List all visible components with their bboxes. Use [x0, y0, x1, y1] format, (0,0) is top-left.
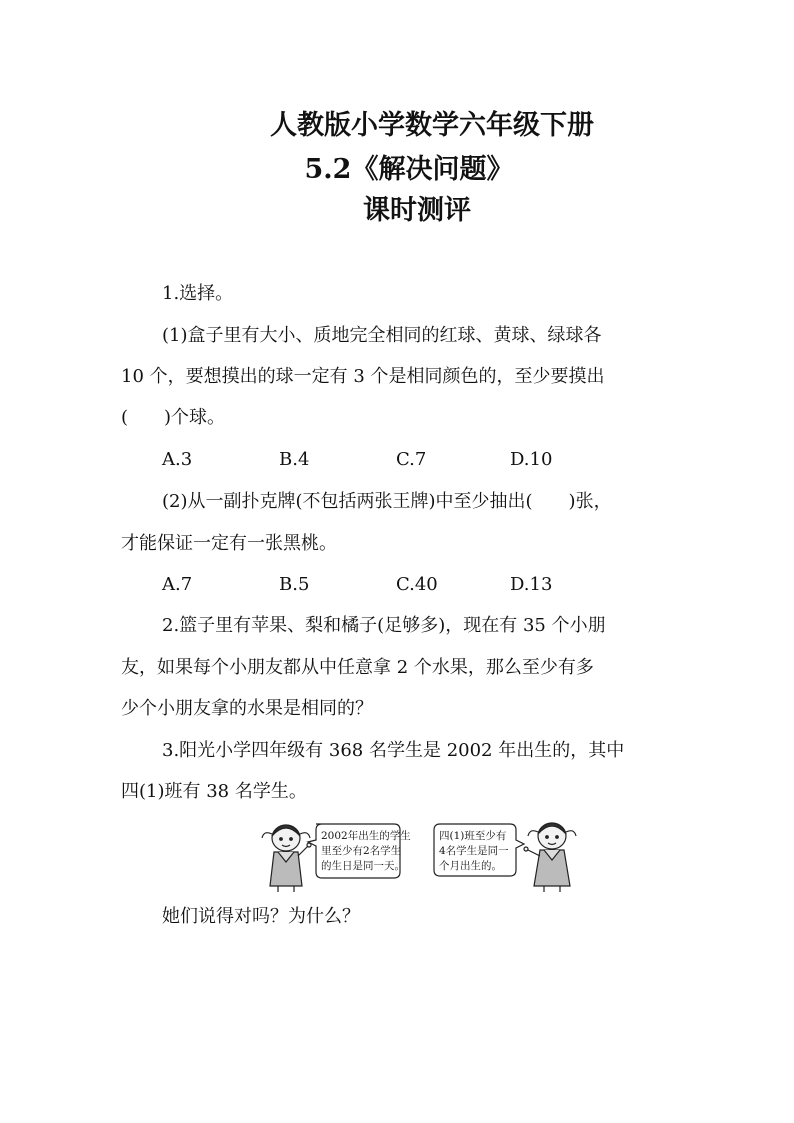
- q1-heading: 1.选择。: [162, 283, 234, 304]
- q3-line2: 四(1)班有 38 名学生。: [121, 781, 307, 802]
- bubble-right-line1: 四(1)班至少有: [439, 830, 507, 842]
- page-title-line2: 5.2《解决问题》: [304, 154, 514, 185]
- q1-sub1-option-d: D.10: [510, 449, 553, 470]
- bubble-right-line2: 4名学生是同一: [439, 845, 509, 857]
- q2-line2: 友，如果每个小朋友都从中任意拿 2 个水果，那么至少有多: [121, 657, 594, 678]
- q3-line1: 3.阳光小学四年级有 368 名学生是 2002 年出生的，其中: [162, 740, 625, 761]
- q1-sub2-option-b: B.5: [279, 574, 310, 595]
- page-title-line3: 课时测评: [363, 195, 471, 226]
- q1-sub1-line3: ( )个球。: [121, 407, 226, 428]
- bubble-left-line2: 里至少有2名学生: [321, 845, 402, 857]
- q1-sub2-option-a: A.7: [162, 574, 193, 595]
- q1-sub1-line1: (1)盒子里有大小、质地完全相同的红球、黄球、绿球各: [162, 325, 602, 346]
- q1-sub2-option-c: C.40: [396, 574, 438, 595]
- bubble-left-line3: 的生日是同一天。: [321, 860, 405, 872]
- speech-bubble-left: [308, 824, 411, 878]
- girl-right-icon: [524, 823, 576, 892]
- q1-sub2-option-d: D.13: [510, 574, 553, 595]
- q1-sub2-line2: 才能保证一定有一张黑桃。: [121, 533, 337, 554]
- q3-illustration: [256, 816, 596, 894]
- q1-sub1-option-a: A.3: [162, 449, 193, 470]
- q1-sub1-option-b: B.4: [279, 449, 310, 470]
- q1-sub1-line2: 10 个，要想摸出的球一定有 3 个是相同颜色的，至少要摸出: [121, 366, 605, 387]
- q2-line1: 2.篮子里有苹果、梨和橘子(足够多)，现在有 35 个小朋: [162, 615, 606, 636]
- bubble-right-line3: 个月出生的。: [439, 860, 502, 872]
- girl-left-icon: [262, 825, 311, 892]
- speech-bubble-right: [434, 824, 524, 876]
- q1-sub2-line1: (2)从一副扑克牌(不包括两张王牌)中至少抽出( )张，: [162, 491, 612, 512]
- q2-line3: 少个小朋友拿的水果是相同的？: [121, 698, 373, 719]
- q3-question: 她们说得对吗？为什么？: [162, 906, 360, 927]
- q1-sub1-option-c: C.7: [396, 449, 427, 470]
- page-title-line1: 人教版小学数学六年级下册: [270, 110, 594, 141]
- bubble-left-line1: 2002年出生的学生: [321, 830, 411, 842]
